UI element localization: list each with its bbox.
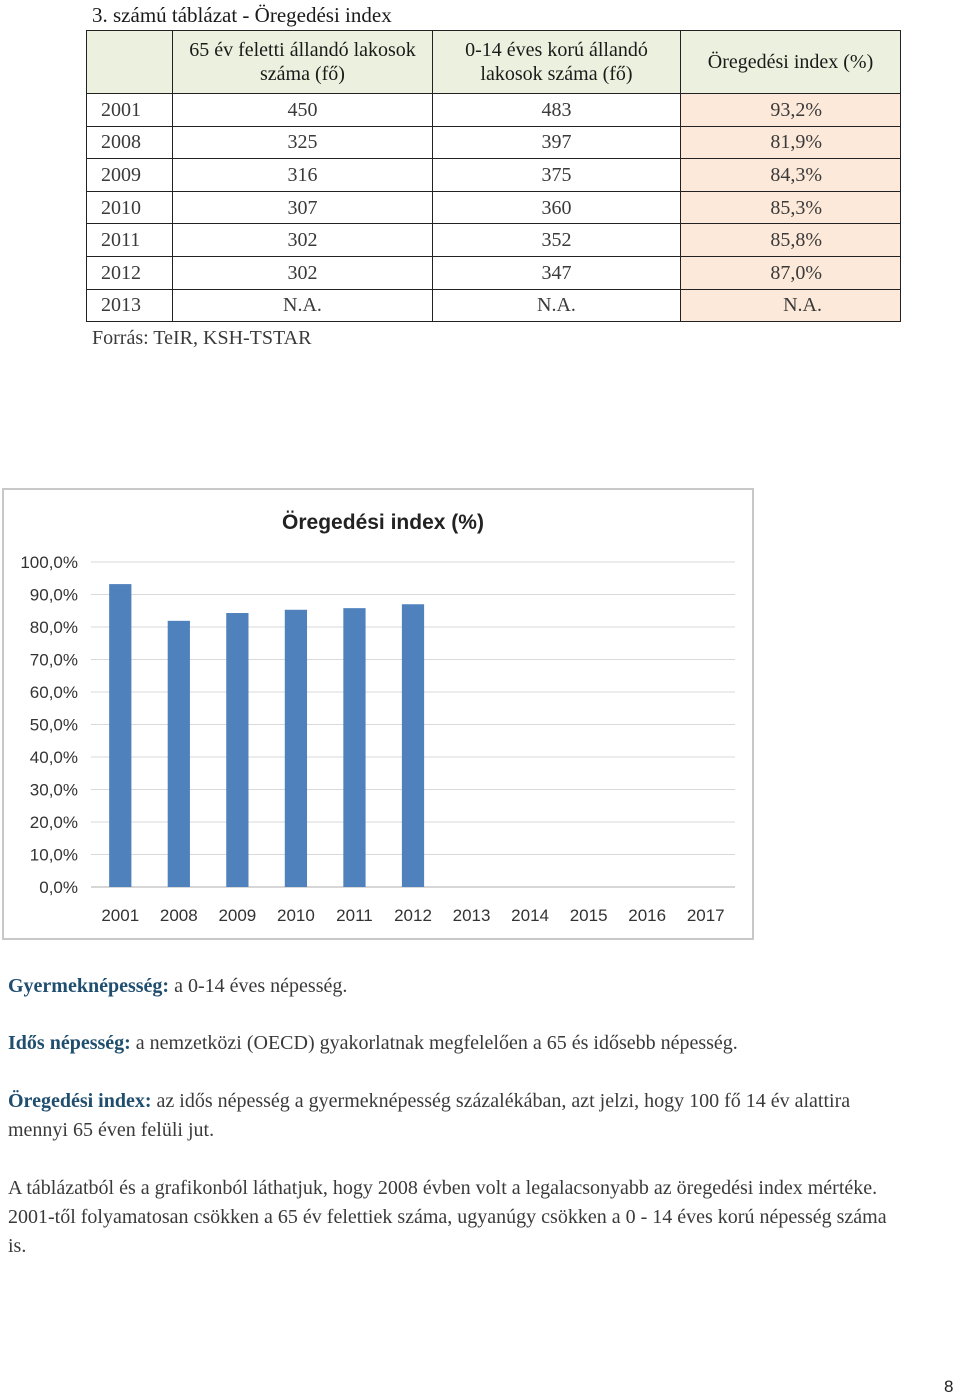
cell-over-65: 307 (173, 191, 433, 224)
table-row (87, 126, 901, 159)
y-tick-label: 10,0% (29, 845, 78, 865)
cell-over-65: 325 (173, 126, 433, 159)
cell-aging-index: 93,2% (681, 94, 901, 127)
aging-index-table (86, 30, 901, 322)
header-0-14: 0-14 éves korú állandó lakosok száma (fő) (433, 31, 681, 94)
bar-2009 (226, 613, 248, 887)
cell-over-65: 302 (173, 256, 433, 289)
cell-aging-index: 84,3% (681, 159, 901, 192)
cell-year: 2011 (87, 224, 173, 257)
cell-over-65: N.A. (173, 289, 433, 322)
y-tick-label: 100,0% (20, 553, 78, 572)
x-tick-label: 2012 (394, 906, 432, 925)
y-tick-label: 60,0% (29, 683, 78, 702)
cell-over-65: 316 (173, 159, 433, 192)
cell-aging-index: 85,3% (681, 191, 901, 224)
page-number: 8 (944, 1377, 954, 1396)
table-row (87, 289, 901, 322)
y-tick-label: 0,0% (39, 878, 78, 897)
x-tick-label: 2001 (101, 906, 140, 925)
x-tick-label: 2010 (276, 906, 315, 925)
table-row (87, 159, 901, 192)
definition-term: Gyermeknépesség: (8, 975, 170, 997)
cell-year: 2001 (87, 94, 173, 127)
definition-elderly-population (8, 1029, 908, 1058)
definition-term: Öregedési index: (8, 1090, 152, 1112)
bar-2008 (168, 621, 190, 887)
aging-index-chart (2, 488, 754, 940)
definition-text: a nemzetközi (OECD) gyakorlatnak megfelelően a 65 és idősebb népesség. (130, 1032, 738, 1054)
bar-2001 (109, 584, 131, 887)
cell-over-65: 450 (173, 94, 433, 127)
y-tick-label: 80,0% (29, 618, 78, 637)
cell-aging-index: 81,9% (681, 126, 901, 159)
cell-0-14: 347 (433, 256, 681, 289)
bar-2010 (285, 610, 307, 887)
cell-0-14: 352 (433, 224, 681, 257)
header-over-65: 65 év feletti állandó lakosok száma (fő) (173, 31, 433, 94)
x-tick-label: 2011 (336, 906, 373, 925)
x-tick-label: 2015 (569, 906, 608, 925)
x-tick-label: 2016 (628, 906, 667, 925)
cell-year: 2009 (87, 159, 173, 192)
cell-year: 2010 (87, 191, 173, 224)
table-header-row (87, 31, 901, 94)
cell-year: 2008 (87, 126, 173, 159)
y-tick-label: 70,0% (29, 650, 78, 670)
source-note: Forrás: TeIR, KSH-TSTAR (92, 327, 312, 349)
table-row (87, 94, 901, 127)
y-tick-label: 90,0% (29, 585, 78, 605)
table-row (87, 191, 901, 224)
cell-0-14: 483 (433, 94, 681, 127)
cell-over-65: 302 (173, 224, 433, 257)
cell-year: 2012 (87, 256, 173, 289)
conclusion-paragraph: A táblázatból és a grafikonból láthatjuk, hogy 2008 évben volt a legalacsonyabb az öregedési index mértéke. 2001-től folyamatosan csökken a 65 év felettiek száma, ugyanúgy csökken a 0 - 14 éves korú népesség száma is. (8, 1177, 887, 1257)
header-aging-index: Öregedési index (%) (681, 31, 901, 94)
definition-text: az idős népesség a gyermeknépesség százalékában, azt jelzi, hogy 100 fő 14 év alattira mennyi 65 éven felüli jut. (8, 1090, 851, 1141)
cell-aging-index: 87,0% (681, 256, 901, 289)
x-tick-label: 2009 (218, 906, 257, 925)
table-caption: 3. számú táblázat - Öregedési index (92, 3, 392, 27)
x-tick-label: 2017 (686, 906, 725, 925)
y-tick-label: 40,0% (29, 748, 78, 767)
cell-0-14: 360 (433, 191, 681, 224)
header-year (87, 31, 173, 94)
cell-aging-index: 85,8% (681, 224, 901, 257)
bar-2011 (343, 608, 365, 887)
x-tick-label: 2008 (159, 906, 198, 925)
cell-0-14: 397 (433, 126, 681, 159)
cell-0-14: N.A. (433, 289, 681, 322)
definition-child-population (8, 972, 908, 1001)
chart-title: Öregedési index (%) (282, 511, 484, 534)
cell-0-14: 375 (433, 159, 681, 192)
definition-term: Idős népesség: (8, 1032, 131, 1054)
table-row (87, 224, 901, 257)
y-tick-label: 20,0% (29, 813, 78, 832)
definition-text: a 0-14 éves népesség. (169, 975, 348, 997)
x-tick-label: 2014 (511, 906, 550, 925)
bar-2012 (402, 604, 424, 887)
chart-canvas (4, 490, 752, 938)
cell-year: 2013 (87, 289, 173, 322)
x-tick-label: 2013 (452, 906, 491, 925)
y-tick-label: 50,0% (29, 715, 78, 735)
table-row (87, 256, 901, 289)
y-tick-label: 30,0% (29, 780, 78, 800)
cell-aging-index: N.A. (681, 289, 901, 322)
definition-aging-index (8, 1087, 908, 1145)
